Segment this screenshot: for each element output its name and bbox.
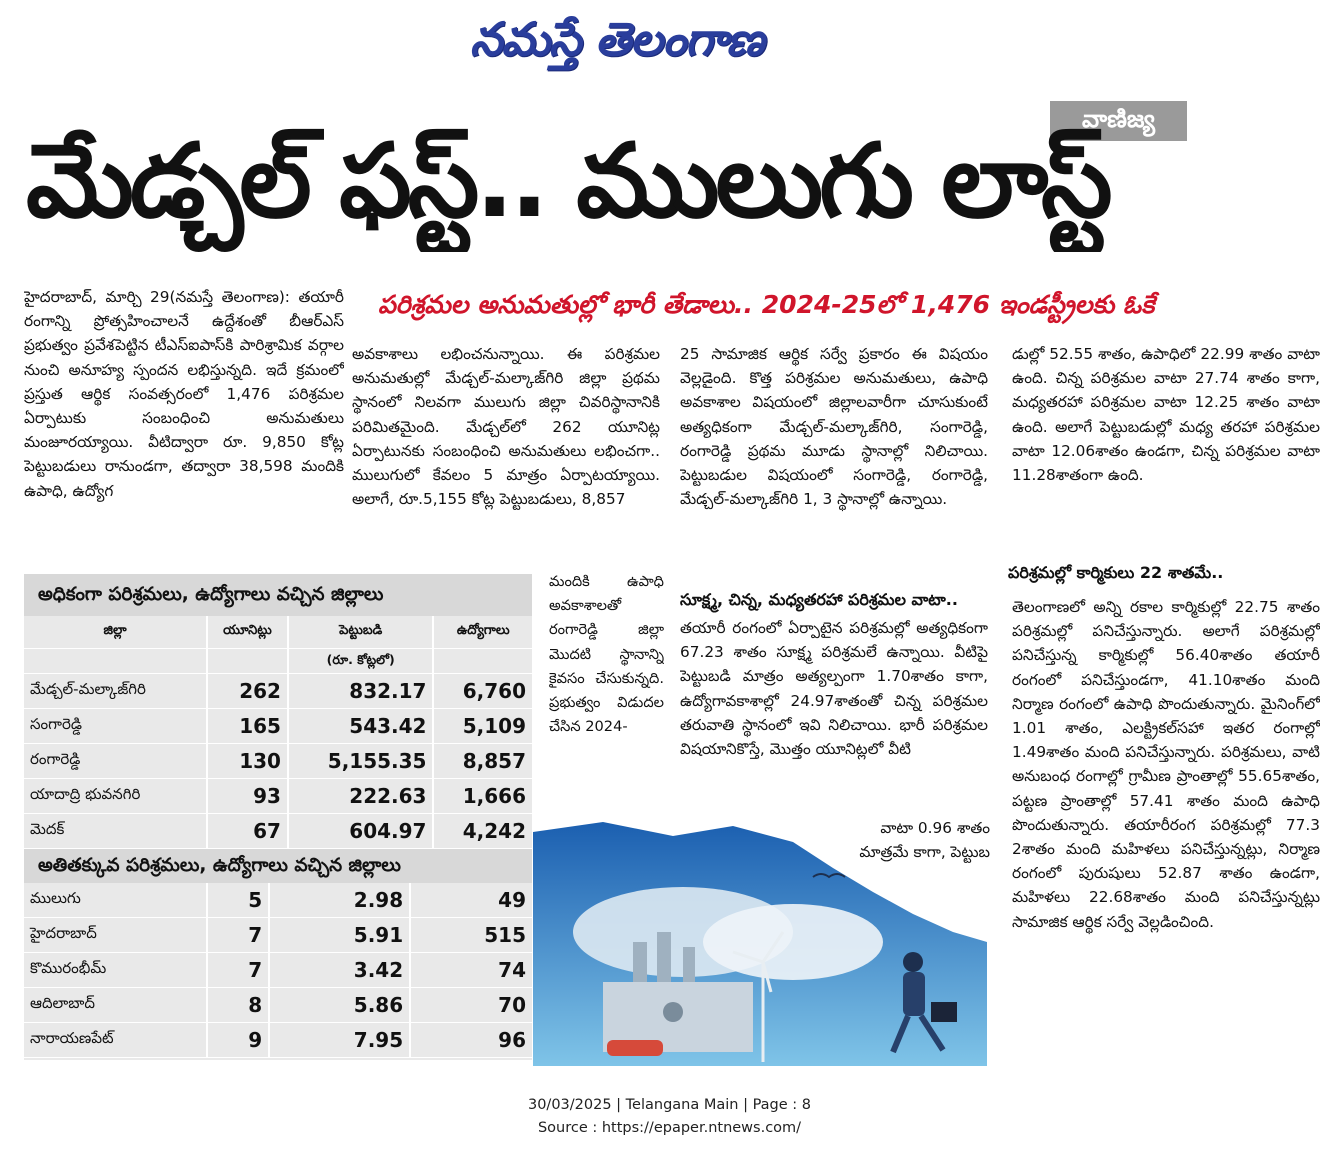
- article-text: 25 సామాజిక ఆర్థిక సర్వే ప్రకారం ఈ విషయం వెల్లడైంది. కొత్త పరిశ్రమల అనుమతులు, ఉపాధి అవకాశాల విషయంలో జిల్లాలవారీగా చూసుకుంటే అత్యధికంగా మేడ్చల్-మల్కాజ్‌గిరి, సంగారెడ్డి, రంగారెడ్డి ప్రథమ మూడు స్థానాల్లో నిలిచాయి. పెట్టుబడుల విషయంలో సంగారెడ్డి, రంగారెడ్డి, మేడ్చల్-మల్కాజ్‌గిరి 1, 3 స్థానాల్లో ఉన్నాయి.: [680, 345, 988, 509]
- article-text: డుల్లో 52.55 శాతం, ఉపాధిలో 22.99 శాతం వాటా ఉంది. చిన్న పరిశ్రమల వాటా 27.74 శాతం కాగా, మధ్యతరహా పరిశ్రమల వాటా 12.25 శాతం వాటా ఉంది. అలాగే పెట్టుబడుల్లో మధ్య తరహా పరిశ్రమల వాటా 12.06శాతం ఉండగా, చిన్న పరిశ్రమల వాటా 11.28శాతంగా ఉంది.: [1012, 345, 1320, 485]
- district-name: రంగారెడ్డి: [24, 744, 207, 779]
- investment-value: 2.98: [269, 883, 410, 918]
- units-value: 7: [207, 953, 269, 988]
- units-value: 7: [207, 918, 269, 953]
- district-name: నారాయణపేట్: [24, 1023, 207, 1058]
- table-row: [24, 918, 532, 953]
- district-name: సంగారెడ్డి: [24, 709, 207, 744]
- footer: [0, 1094, 1339, 1140]
- jobs-value: 5,109: [433, 709, 532, 744]
- investment-value: 5.91: [269, 918, 410, 953]
- table-row: [24, 988, 532, 1023]
- spacer-cell: [24, 649, 207, 674]
- units-value: 262: [207, 674, 288, 709]
- headline: మేడ్చల్ ఫస్ట్.. ములుగు లాస్ట్: [26, 122, 1109, 241]
- bottom-districts-table: [24, 883, 532, 1058]
- district-name: మెదక్: [24, 814, 207, 849]
- table-row: [24, 1023, 532, 1058]
- units-value: 93: [207, 779, 288, 814]
- industry-illustration: [533, 822, 987, 1066]
- spacer-cell: [433, 649, 532, 674]
- district-name: మేడ్చల్-మల్కాజ్‌గిరి: [24, 674, 207, 709]
- table-row: [24, 814, 532, 849]
- investment-value: 5.86: [269, 988, 410, 1023]
- top-districts-table: [24, 616, 532, 849]
- col-header-district: జిల్లా: [24, 616, 207, 649]
- subheadline: పరిశ్రమల అనుమతుల్లో భారీ తేడాలు.. 2024-25లో 1,476 ఇండస్ట్రీలకు ఓకే: [378, 290, 1155, 319]
- investment-value: 5,155.35: [288, 744, 434, 779]
- article-column-1: [24, 285, 344, 575]
- subheading-msme-share: సూక్ష్మ, చిన్న, మధ్యతరహా పరిశ్రమల వాటా..: [680, 590, 958, 609]
- article-column-4-continued: [1012, 595, 1320, 1065]
- article-column-4: [1012, 342, 1320, 542]
- units-value: 8: [207, 988, 269, 1023]
- units-value: 67: [207, 814, 288, 849]
- investment-value: 543.42: [288, 709, 434, 744]
- article-column-2: [352, 342, 660, 572]
- col-header-jobs: ఉద్యోగాలు: [433, 616, 532, 649]
- jobs-value: 70: [410, 988, 532, 1023]
- article-column-3-continued: [680, 616, 988, 816]
- jobs-value: 515: [410, 918, 532, 953]
- district-name: ఆదిలాబాద్: [24, 988, 207, 1023]
- jobs-value: 8,857: [433, 744, 532, 779]
- district-name: ములుగు: [24, 883, 207, 918]
- spacer-cell: [207, 649, 288, 674]
- article-text: తెలంగాణలో అన్ని రకాల కార్మికుల్లో 22.75 శాతం పరిశ్రమల్లో పనిచేస్తున్నారు. అలాగే పరిశ్రమల్లో పనిచేస్తున్న కార్మికుల్లో 56.40శాతం తయారీ రంగంలో పనిచేస్తుండగా, 41.10శాతం మంది నిర్మాణ రంగంలో ఉపాధి పొందుతున్నారు. మైనింగ్‌లో 1.01 శాతం, ఎలక్ట్రికల్‌సహా ఇతర రంగాల్లో 1.49శాతం మంది పనిచేస్తున్నారు. పరిశ్రమలు, వాటి అనుబంధ రంగాల్లో గ్రామీణ ప్రాంతాల్లో 55.65శాతం, పట్టణ ప్రాంతాల్లో 57.41 శాతం మంది ఉపాధి పొందుతున్నారు. తయారీరంగ పరిశ్రమల్లో 77.3 2శాతం మంది మహిళలు పనిచేస్తున్నట్లు, నిర్మాణ రంగంలో పురుషులు 52.87 శాతం ఉండగా, మహిళలు 22.68శాతం మంది పనిచేస్తున్నట్లు సామాజిక ఆర్థిక సర్వే వెల్లడించింది.: [1012, 598, 1320, 931]
- investment-unit-label: (రూ. కోట్లలో): [288, 649, 434, 674]
- jobs-value: 49: [410, 883, 532, 918]
- table-row: [24, 779, 532, 814]
- footer-source: Source : https://epaper.ntnews.com/: [537, 1120, 802, 1136]
- district-table: [24, 574, 532, 1060]
- investment-value: 832.17: [288, 674, 434, 709]
- section-tag: వాణిజ్య: [1050, 101, 1187, 141]
- article-text: హైదరాబాద్, మార్చి 29(నమస్తే తెలంగాణ): తయారీ రంగాన్ని ప్రోత్సహించాలనే ఉద్దేశంతో బీఆర్ఎస్ ప్రభుత్వం ప్రవేశపెట్టిన టీఎస్ఐపాస్‌కి పారిశ్రామిక వర్గాల నుంచి అనూహ్య స్పందన లభిస్తున్నది. ఇదే క్రమంలో ప్రస్తుత ఆర్థిక సంవత్సరంలో 1,476 పరిశ్రమల ఏర్పాటుకు సంబంధించి అనుమతులు మంజూరయ్యాయి. వీటిద్వారా రూ. 9,850 కోట్ల పెట్టుబడులు రానుండగా, తద్వారా 38,598 మందికి ఉపాధి, ఉద్యోగ: [24, 288, 344, 500]
- table-row: [24, 953, 532, 988]
- district-name: హైదరాబాద్: [24, 918, 207, 953]
- investment-value: 222.63: [288, 779, 434, 814]
- article-text: వాటా 0.96 శాతం మాత్రమే కాగా, పెట్టుబ: [859, 819, 990, 862]
- jobs-value: 74: [410, 953, 532, 988]
- units-value: 130: [207, 744, 288, 779]
- table-row: [24, 709, 532, 744]
- article-text: తయారీ రంగంలో ఏర్పాటైన పరిశ్రమల్లో అత్యధికంగా 67.23 శాతం సూక్ష్మ పరిశ్రమలే ఉన్నాయి. వీటిపై పెట్టుబడి మాత్రం అత్యల్పంగా 1.70శాతం కాగా, ఉద్యోగావకాశాల్లో 24.97శాతంతో చిన్న పరిశ్రమల తరువాతి స్థానంలో ఇవి నిలిచాయి. భారీ పరిశ్రమల విషయానికొస్తే, మొత్తం యూనిట్లలో వీటి: [680, 619, 988, 759]
- jobs-value: 6,760: [433, 674, 532, 709]
- table-row: [24, 744, 532, 779]
- footer-date-page: 30/03/2025 | Telangana Main | Page : 8: [527, 1097, 812, 1113]
- article-column-3: [680, 342, 988, 572]
- units-value: 5: [207, 883, 269, 918]
- jobs-value: 96: [410, 1023, 532, 1058]
- units-value: 9: [207, 1023, 269, 1058]
- table-row: [24, 883, 532, 918]
- investment-value: 604.97: [288, 814, 434, 849]
- district-name: కొమురంభీమ్: [24, 953, 207, 988]
- col-header-units: యూనిట్లు: [207, 616, 288, 649]
- table-title-bottom: అతితక్కువ పరిశ్రమలు, ఉద్యోగాలు వచ్చిన జిల్లాలు: [24, 849, 532, 883]
- jobs-value: 4,242: [433, 814, 532, 849]
- units-value: 165: [207, 709, 288, 744]
- article-text: మందికి ఉపాధి అవకాశాలతో రంగారెడ్డి జిల్లా మొదటి స్థానాన్ని కైవసం చేసుకున్నది. ప్రభుత్వం విడుదల చేసిన 2024-: [549, 573, 664, 736]
- investment-value: 7.95: [269, 1023, 410, 1058]
- jobs-value: 1,666: [433, 779, 532, 814]
- masthead-logo: నమస్తే తెలంగాణ: [470, 12, 764, 66]
- table-title-top: అధికంగా పరిశ్రమలు, ఉద్యోగాలు వచ్చిన జిల్లాలు: [24, 574, 532, 616]
- article-text: అవకాశాలు లభించనున్నాయి. ఈ పరిశ్రమల అనుమతుల్లో మేడ్చల్-మల్కాజ్‌గిరి జిల్లా ప్రథమ స్థానంలో నిలవగా ములుగు జిల్లా చివరిస్థానానికి పరిమితమైంది. మేడ్చల్‌లో 262 యూనిట్ల ఏర్పాటునకు సంబంధించి అనుమతులు లభించగా.. ములుగులో కేవలం 5 మాత్రం ఏర్పాటయ్యాయి. అలాగే, రూ.5,155 కోట్ల పెట్టుబడులు, 8,857: [352, 345, 660, 509]
- article-column-2-continued: [549, 570, 664, 810]
- subheading-workers: పరిశ్రమల్లో కార్మికులు 22 శాతమే..: [1008, 563, 1224, 582]
- investment-value: 3.42: [269, 953, 410, 988]
- col-header-investment: పెట్టుబడి: [288, 616, 434, 649]
- district-name: యాదాద్రి భువనగిరి: [24, 779, 207, 814]
- table-row: [24, 674, 532, 709]
